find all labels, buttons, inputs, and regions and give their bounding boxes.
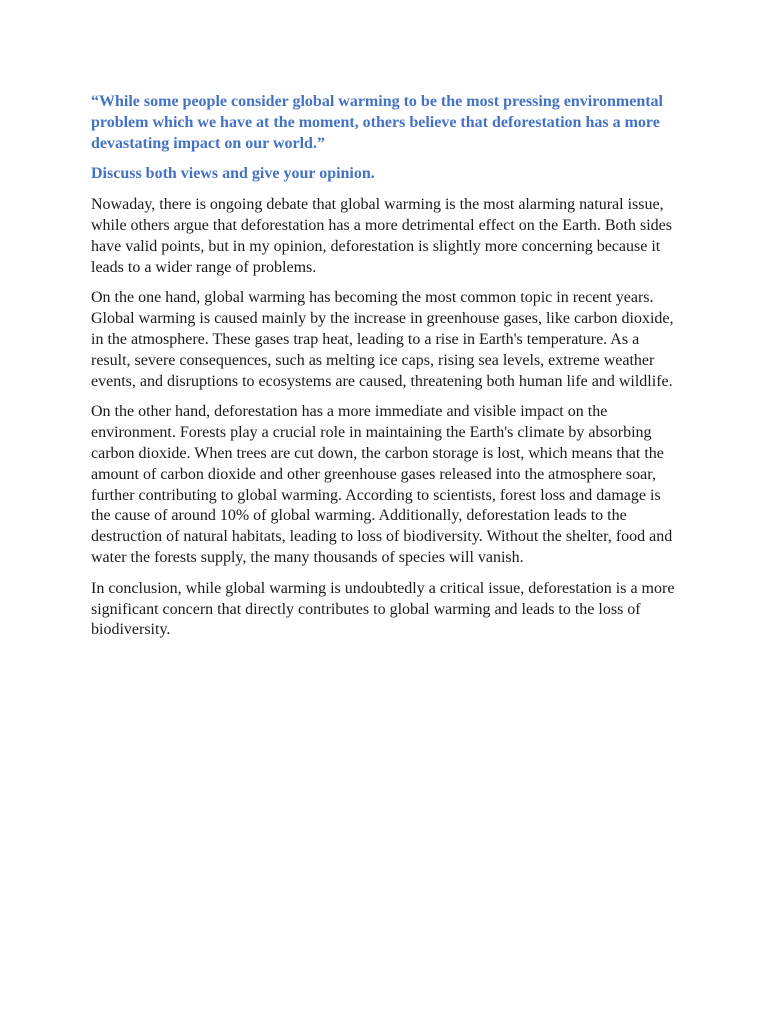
paragraph-conclusion: In conclusion, while global warming is undoubtedly a critical issue, deforestation is a more significant concern that directly contributes to global warming and leads to the loss of biodiversity. [91,579,675,639]
paragraph-introduction: Nowaday, there is ongoing debate that global warming is the most alarming natural issue, while others argue that deforestation has a more detrimental effect on the Earth. Both sides have valid points, but in my opinion, deforestation is slightly more concerning because it leads to a wider range of problems. [91,196,672,276]
essay-prompt: “While some people consider global warming to be the most pressing environmental problem which we have at the moment, others believe that deforestation has a more devastating impact on our world.” [91,93,663,152]
paragraph-body-two: On the other hand, deforestation has a more immediate and visible impact on the environment. Forests play a crucial role in maintaining the Earth's climate by absorbing carbon dioxide. When trees are cut down, the carbon storage is lost, which means that the amount of carbon dioxide and other greenhouse gases released into the atmosphere soar, further contributing to global warming. According to scientists, forest loss and damage is the cause of around 10% of global warming. Additionally, deforestation leads to the destruction of natural habitats, leading to loss of biodiversity. Without the shelter, food and water the forests supply, the many thousands of species will vanish. [91,403,673,566]
document-page [91,92,679,651]
essay-instruction: Discuss both views and give your opinion. [91,165,375,183]
paragraph-body-one: On the one hand, global warming has becoming the most common topic in recent years. Global warming is caused mainly by the increase in greenhouse gases, like carbon dioxide, in the atmosphere. These gases trap heat, leading to a rise in Earth's temperature. As a result, severe consequences, such as melting ice caps, rising sea levels, extreme weather events, and disruptions to ecosystems are caused, threatening both human life and wildlife. [91,289,674,390]
